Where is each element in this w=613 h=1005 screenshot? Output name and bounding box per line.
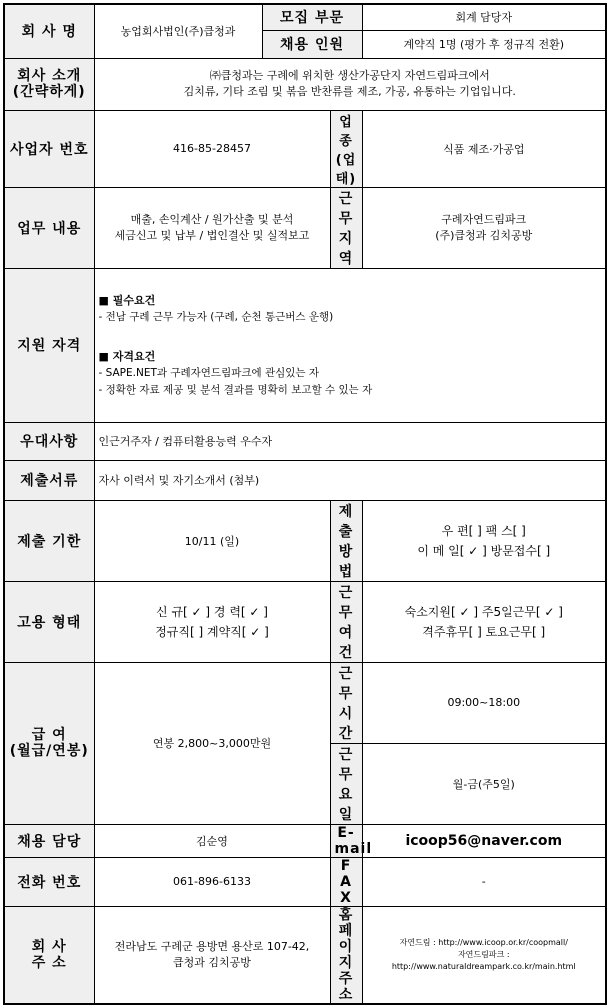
homepage-link-1[interactable]: 자연드림 : http://www.icoop.or.kr/coopmall/ [399,937,568,947]
conditions-line2: 격주휴무[ ] 토요근무[ ] [422,624,546,639]
fax-label: F A X [330,857,362,906]
qualification-label: 지원 자격 [4,268,94,422]
company-label: 회 사 명 [4,4,94,58]
qualification-spacer [99,326,602,348]
email-value[interactable]: icoop56@naver.com [362,824,606,857]
phone-label: 전화 번호 [4,857,94,906]
preference-value: 인근거주자 / 컴퓨터활용능력 우수자 [94,422,606,460]
industry-label: 업종(업태) [330,110,362,187]
duties-value [94,187,330,268]
salary-label [4,662,94,824]
preferred-item-2: - 정확한 자료 제공 및 분석 결과를 명확히 보고할 수 있는 자 [98,383,373,396]
recruit-dept-label: 모집 부문 [262,4,362,30]
intro-line1: ㈜큽청과는 구례에 위치한 생산가공단지 자연드림파크에서 [209,69,490,82]
intro-label-line2: (간략하게) [12,84,86,100]
submit-method-line2: 이 메 일[ ✓ ] 방문접수[ ] [417,543,551,558]
preferred-item-1: - SAPE.NET과 구례자연드림파크에 관심있는 자 [98,366,320,379]
intro-value [94,58,606,110]
conditions-value [362,581,606,662]
salary-value: 연봉 2,800~3,000만원 [94,662,330,824]
job-posting-form [3,3,607,1005]
homepage-link-2-label: 자연드림파크 : [457,949,510,959]
work-area-label: 근무지역 [330,187,362,268]
homepage-label [330,906,362,1004]
duties-line1: 매출, 손익계산 / 원가산출 및 분석 [130,212,294,226]
industry-value: 식품 제조·가공업 [362,110,606,187]
homepage-value [362,906,606,1004]
homepage-label-line1: 홈페이지 [338,906,354,971]
work-area-line1: 구례자연드림파크 [441,212,527,226]
company-name: 농업회사법인(주)큽청과 [94,4,262,58]
salary-label-line1: 급 여 [31,727,67,743]
address-value [94,906,330,1004]
recruiter-value: 김순영 [94,824,330,857]
intro-label [4,58,94,110]
deadline-value: 10/11 (일) [94,500,330,581]
recruit-dept-value: 회계 담당자 [362,4,606,30]
preference-label: 우대사항 [4,422,94,460]
work-area-line2: (주)큽청과 김치공방 [435,228,533,242]
required-item-1: - 전남 구례 근무 가능자 (구례, 순천 통근버스 운행) [98,310,334,323]
employment-type-line1: 신 규[ ✓ ] 경 력[ ✓ ] [156,604,268,619]
required-title: ■ 필수요건 [98,293,156,307]
hire-count-label: 채용 인원 [262,30,362,58]
work-days-value: 월-금(주5일) [362,743,606,824]
employment-type-value [94,581,330,662]
conditions-line1: 숙소지원[ ✓ ] 주5일근무[ ✓ ] [404,604,563,619]
employment-type-line2: 정규직[ ] 계약직[ ✓ ] [155,624,269,639]
preferred-title: ■ 자격요건 [98,349,156,363]
deadline-label: 제출 기한 [4,500,94,581]
address-label-line1: 회 사 [31,938,67,955]
submit-method-line1: 우 편[ ] 팩 스[ ] [441,523,526,538]
homepage-label-line2: 주 소 [338,970,354,1003]
submit-method-label: 제출 방법 [330,500,362,581]
submit-method-value [362,500,606,581]
conditions-label: 근무 여건 [330,581,362,662]
job-posting-table [3,3,607,1005]
biz-no-value: 416-85-28457 [94,110,330,187]
qualification-value [94,268,606,422]
work-days-label: 근무 요일 [330,743,362,824]
fax-value: - [362,857,606,906]
intro-label-line1: 회사 소개 [17,68,82,84]
address-line2: 큽청과 김치공방 [173,955,251,969]
address-line1: 전라남도 구례군 용방면 용산로 107-42, [114,939,310,953]
address-label-line2: 주 소 [31,954,67,971]
work-area-value [362,187,606,268]
work-hours-label: 근무 시간 [330,662,362,743]
work-hours-value: 09:00~18:00 [362,662,606,743]
homepage-link-2[interactable]: http://www.naturaldreampark.co.kr/main.html [391,961,576,971]
biz-no-label: 사업자 번호 [4,110,94,187]
salary-label-line2: (월급/연봉) [9,743,89,759]
duties-line2: 세금신고 및 납부 / 법인결산 및 실적보고 [114,228,310,242]
duties-label: 업무 내용 [4,187,94,268]
address-label [4,906,94,1004]
email-label: E-mail [330,824,362,857]
documents-value: 자사 이력서 및 자기소개서 (첨부) [94,460,606,500]
documents-label: 제출서류 [4,460,94,500]
hire-count-value: 계약직 1명 (평가 후 정규직 전환) [362,30,606,58]
employment-type-label: 고용 형태 [4,581,94,662]
phone-value: 061-896-6133 [94,857,330,906]
intro-line2: 김치류, 기타 조림 및 볶음 반찬류를 제조, 가공, 유통하는 기업입니다. [183,85,516,98]
recruiter-label: 채용 담당 [4,824,94,857]
